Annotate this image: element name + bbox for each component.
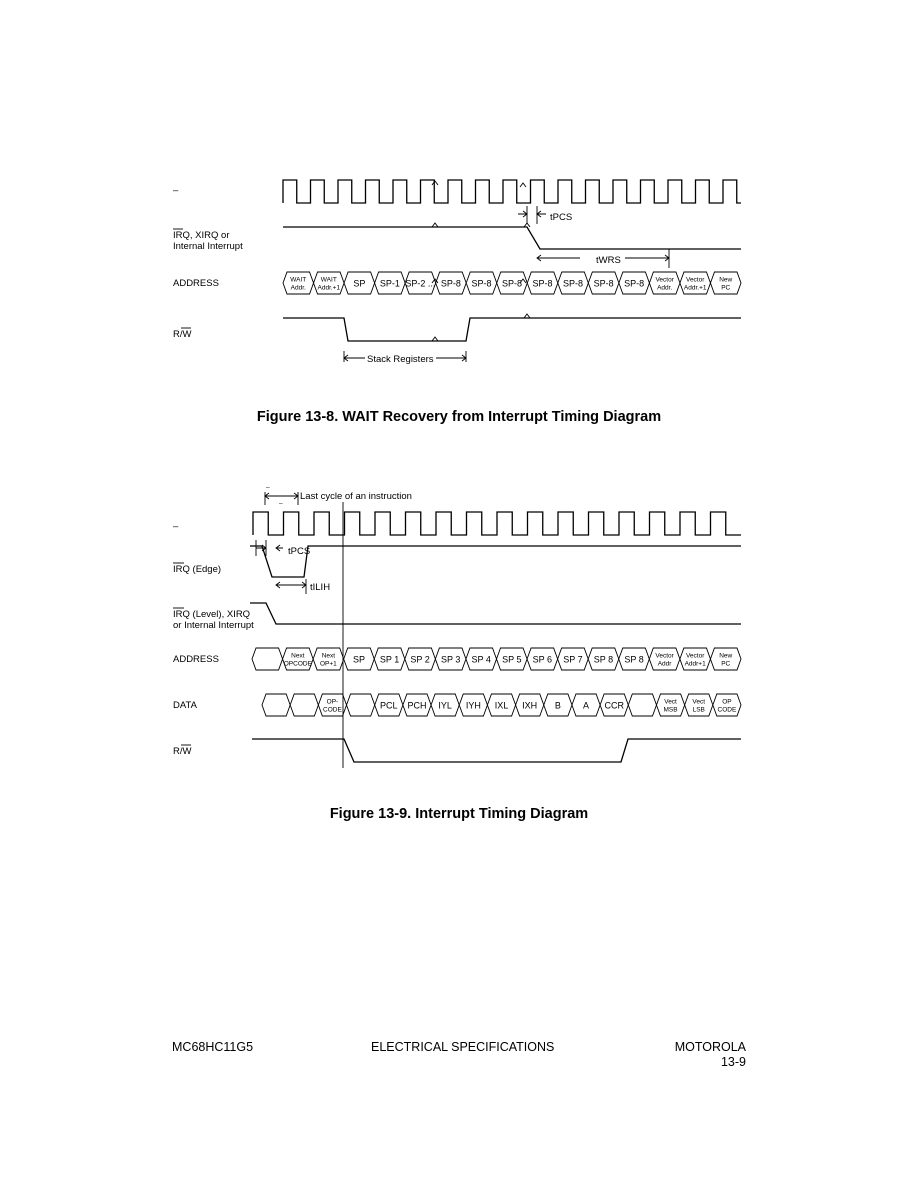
address-bus-cell xyxy=(252,648,283,670)
data-bus-cell-label: CODE xyxy=(323,706,342,714)
address-bus-cell xyxy=(710,648,741,670)
clock-waveform xyxy=(283,180,741,203)
irq-label-line1: IRQ, XIRQ or xyxy=(173,230,230,241)
irq-edge-label: IRQ (Edge) xyxy=(173,564,222,575)
data-bus-cell xyxy=(656,694,684,716)
data-bus-cell xyxy=(685,694,713,716)
address-bus-cell xyxy=(405,272,436,294)
twrs-label: tWRS xyxy=(596,255,621,266)
address-bus-cell xyxy=(527,272,558,294)
address-bus-cell xyxy=(313,648,344,670)
address-bus-cell-label: SP-8 xyxy=(471,278,492,289)
address-bus-cell-label: PC xyxy=(721,284,731,292)
address-bus-cell xyxy=(680,648,711,670)
stack-registers-annotation xyxy=(344,351,466,365)
data-bus-cell-label: OP- xyxy=(326,698,339,706)
address-bus-cell-label: Next xyxy=(291,652,305,660)
address-bus-cell-label: SP 6 xyxy=(532,654,553,665)
figure-13-9 xyxy=(173,484,741,822)
address-bus-cell xyxy=(436,272,467,294)
data-bus-cell xyxy=(347,694,375,716)
data-bus-cell-label: Vect xyxy=(664,698,677,706)
data-bus-cell-label: IYL xyxy=(438,700,452,711)
address-bus-cell-label: OPCODE xyxy=(283,660,312,668)
address-bus-cell xyxy=(374,648,405,670)
twrs-annotation xyxy=(537,249,669,268)
clock-label: – xyxy=(173,521,179,532)
address-bus-cell xyxy=(466,272,497,294)
data-bus xyxy=(262,694,741,716)
address-bus-cell-label: Addr. xyxy=(290,284,306,292)
data-bus-cell xyxy=(318,694,346,716)
address-bus-cell-label: SP-8 xyxy=(501,278,523,289)
last-cycle-annotation xyxy=(265,484,412,507)
address-bus-cell-label: SP 1 xyxy=(379,654,400,665)
data-bus-cell-label: MSB xyxy=(663,706,678,714)
data-bus-cell-label: PCL xyxy=(380,700,398,711)
irq-waveform xyxy=(283,227,741,249)
data-bus-cell-label: LSB xyxy=(692,706,705,714)
address-bus-cell-label: SP xyxy=(353,278,366,289)
address-bus-cell-label: SP-8 xyxy=(440,278,461,289)
address-bus-cell-label: OP+1 xyxy=(320,660,337,668)
address-label: ADDRESS xyxy=(173,278,219,289)
tilih-label: tILIH xyxy=(310,582,331,593)
address-bus-cell xyxy=(344,272,375,294)
address-bus-cell-label: SP 5 xyxy=(502,654,522,665)
address-bus-cell-label: Addr.+1 xyxy=(317,284,341,292)
svg-text:–: – xyxy=(279,500,283,507)
address-bus-cell-label: SP-8 xyxy=(532,278,553,289)
data-bus-cell xyxy=(516,694,544,716)
address-bus-cell-label: New xyxy=(719,276,733,284)
address-bus-cell xyxy=(283,648,314,670)
data-bus-cell-label: A xyxy=(583,700,590,711)
tpcs-annotation xyxy=(518,206,572,224)
irq-edge-waveform xyxy=(250,546,741,577)
irq-level-label-line2: or Internal Interrupt xyxy=(173,620,254,631)
rw-label: R/W xyxy=(173,329,192,340)
data-bus-cell xyxy=(431,694,459,716)
data-bus-cell-label: Vect xyxy=(692,698,706,706)
address-bus-cell xyxy=(344,648,375,670)
address-bus-cell-label: Vector xyxy=(685,652,705,660)
address-bus-cell xyxy=(435,648,466,670)
address-bus-cell-label: WAIT xyxy=(320,276,337,284)
rw-waveform xyxy=(252,739,741,762)
data-bus-cell xyxy=(572,694,600,716)
address-bus-cell-label: Addr.+1 xyxy=(683,284,707,292)
address-bus-cell-label: SP-8 xyxy=(593,278,614,289)
address-bus-cell-label: SP 2 xyxy=(410,654,430,665)
address-bus-cell-label: WAIT xyxy=(290,276,307,284)
data-bus-cell xyxy=(262,694,290,716)
address-bus-cell-label: SP 8 xyxy=(624,654,644,665)
tilih-annotation xyxy=(276,579,330,594)
data-bus-cell xyxy=(290,694,318,716)
address-bus-cell xyxy=(466,648,497,670)
address-bus-cell xyxy=(314,272,345,294)
address-bus-cell xyxy=(405,648,436,670)
address-bus-cell-label: SP 3 xyxy=(440,654,461,665)
data-bus-cell-label: IXH xyxy=(522,700,538,711)
address-bus-cell-label: New xyxy=(719,652,733,660)
figure-13-8-signal-labels xyxy=(173,185,243,340)
address-bus-cell xyxy=(497,648,528,670)
address-bus-cell-label: PC xyxy=(721,660,731,668)
tpcs-label: tPCS xyxy=(288,546,311,557)
address-bus-cell xyxy=(588,648,619,670)
data-label: DATA xyxy=(173,700,197,711)
data-bus-cell-label: IYH xyxy=(465,700,481,711)
figure-13-8-caption: Figure 13-8. WAIT Recovery from Interrupt Timing Diagram xyxy=(256,409,662,425)
figure-13-8 xyxy=(173,180,741,425)
address-bus-cell xyxy=(649,272,680,294)
address-bus-cell-label: Vector xyxy=(655,652,674,660)
stack-registers-label: Stack Registers xyxy=(367,354,434,365)
address-bus-cell xyxy=(558,648,589,670)
footer-brand: MOTOROLA xyxy=(674,1040,746,1054)
irq-label-line2: Internal Interrupt xyxy=(173,241,243,252)
address-bus-cell-label: Next xyxy=(321,652,336,660)
clock-label: – xyxy=(173,185,179,196)
data-bus-cell-label: B xyxy=(554,700,561,711)
address-bus-cell-label: SP 7 xyxy=(563,654,583,665)
footer-doc-id: MC68HC11G5 xyxy=(172,1040,254,1054)
irq-level-waveform xyxy=(250,603,741,624)
data-bus-cell-label: IXL xyxy=(494,700,509,711)
data-bus-cell-label: OP xyxy=(722,698,732,706)
address-bus-cell xyxy=(588,272,619,294)
data-bus-cell xyxy=(375,694,403,716)
address-bus-cell xyxy=(375,272,406,294)
address-bus xyxy=(283,272,741,294)
svg-text:–: – xyxy=(266,484,270,491)
rw-waveform xyxy=(283,318,741,341)
address-bus-cell-label: Addr xyxy=(657,660,672,668)
clock-waveform xyxy=(253,512,741,535)
address-label: ADDRESS xyxy=(173,654,219,665)
address-bus-cell xyxy=(527,648,558,670)
address-bus-cell xyxy=(619,272,650,294)
data-bus-cell-label: CODE xyxy=(717,706,737,714)
irq-level-label-line1: IRQ (Level), XIRQ xyxy=(173,609,251,620)
data-bus-cell xyxy=(544,694,572,716)
figure-13-9-caption: Figure 13-9. Interrupt Timing Diagram xyxy=(329,806,589,822)
address-bus-cell xyxy=(649,648,680,670)
data-bus-cell xyxy=(600,694,628,716)
address-bus-cell-label: SP-8 xyxy=(624,278,645,289)
address-bus-cell xyxy=(680,272,711,294)
address-bus-cell xyxy=(558,272,589,294)
address-bus-cell-label: SP-2 ... xyxy=(405,278,436,289)
data-bus-cell-label: PCH xyxy=(407,700,427,711)
address-bus-cell-label: Addr. xyxy=(657,284,673,292)
data-bus-cell-label: CCR xyxy=(604,700,624,711)
address-bus xyxy=(252,648,741,670)
address-bus-cell xyxy=(619,648,650,670)
address-bus-cell xyxy=(283,272,314,294)
data-bus-cell xyxy=(713,694,741,716)
footer-section: ELECTRICAL SPECIFICATIONS xyxy=(371,1040,555,1054)
break-marks xyxy=(432,181,530,341)
data-bus-cell xyxy=(459,694,487,716)
last-cycle-label: Last cycle of an instruction xyxy=(300,491,412,502)
footer-page-number: 13-9 xyxy=(720,1055,746,1069)
data-bus-cell xyxy=(487,694,515,716)
address-bus-cell-label: Vector xyxy=(685,276,705,284)
address-bus-cell-label: SP-8 xyxy=(563,278,584,289)
data-bus-cell xyxy=(403,694,431,716)
address-bus-cell-label: SP 4 xyxy=(471,654,491,665)
address-bus-cell xyxy=(710,272,741,294)
address-bus-cell-label: SP xyxy=(352,654,365,665)
tpcs-label: tPCS xyxy=(550,212,573,223)
address-bus-cell-label: SP-1 xyxy=(379,278,400,289)
data-bus-cell xyxy=(628,694,656,716)
address-bus-cell-label: SP 8 xyxy=(593,654,614,665)
figure-13-9-signal-labels xyxy=(173,521,254,757)
address-bus-cell xyxy=(497,272,528,294)
address-bus-cell-label: Addr+1 xyxy=(684,660,706,668)
address-bus-cell-label: Vector xyxy=(655,276,674,284)
rw-label: R/W xyxy=(173,746,192,757)
